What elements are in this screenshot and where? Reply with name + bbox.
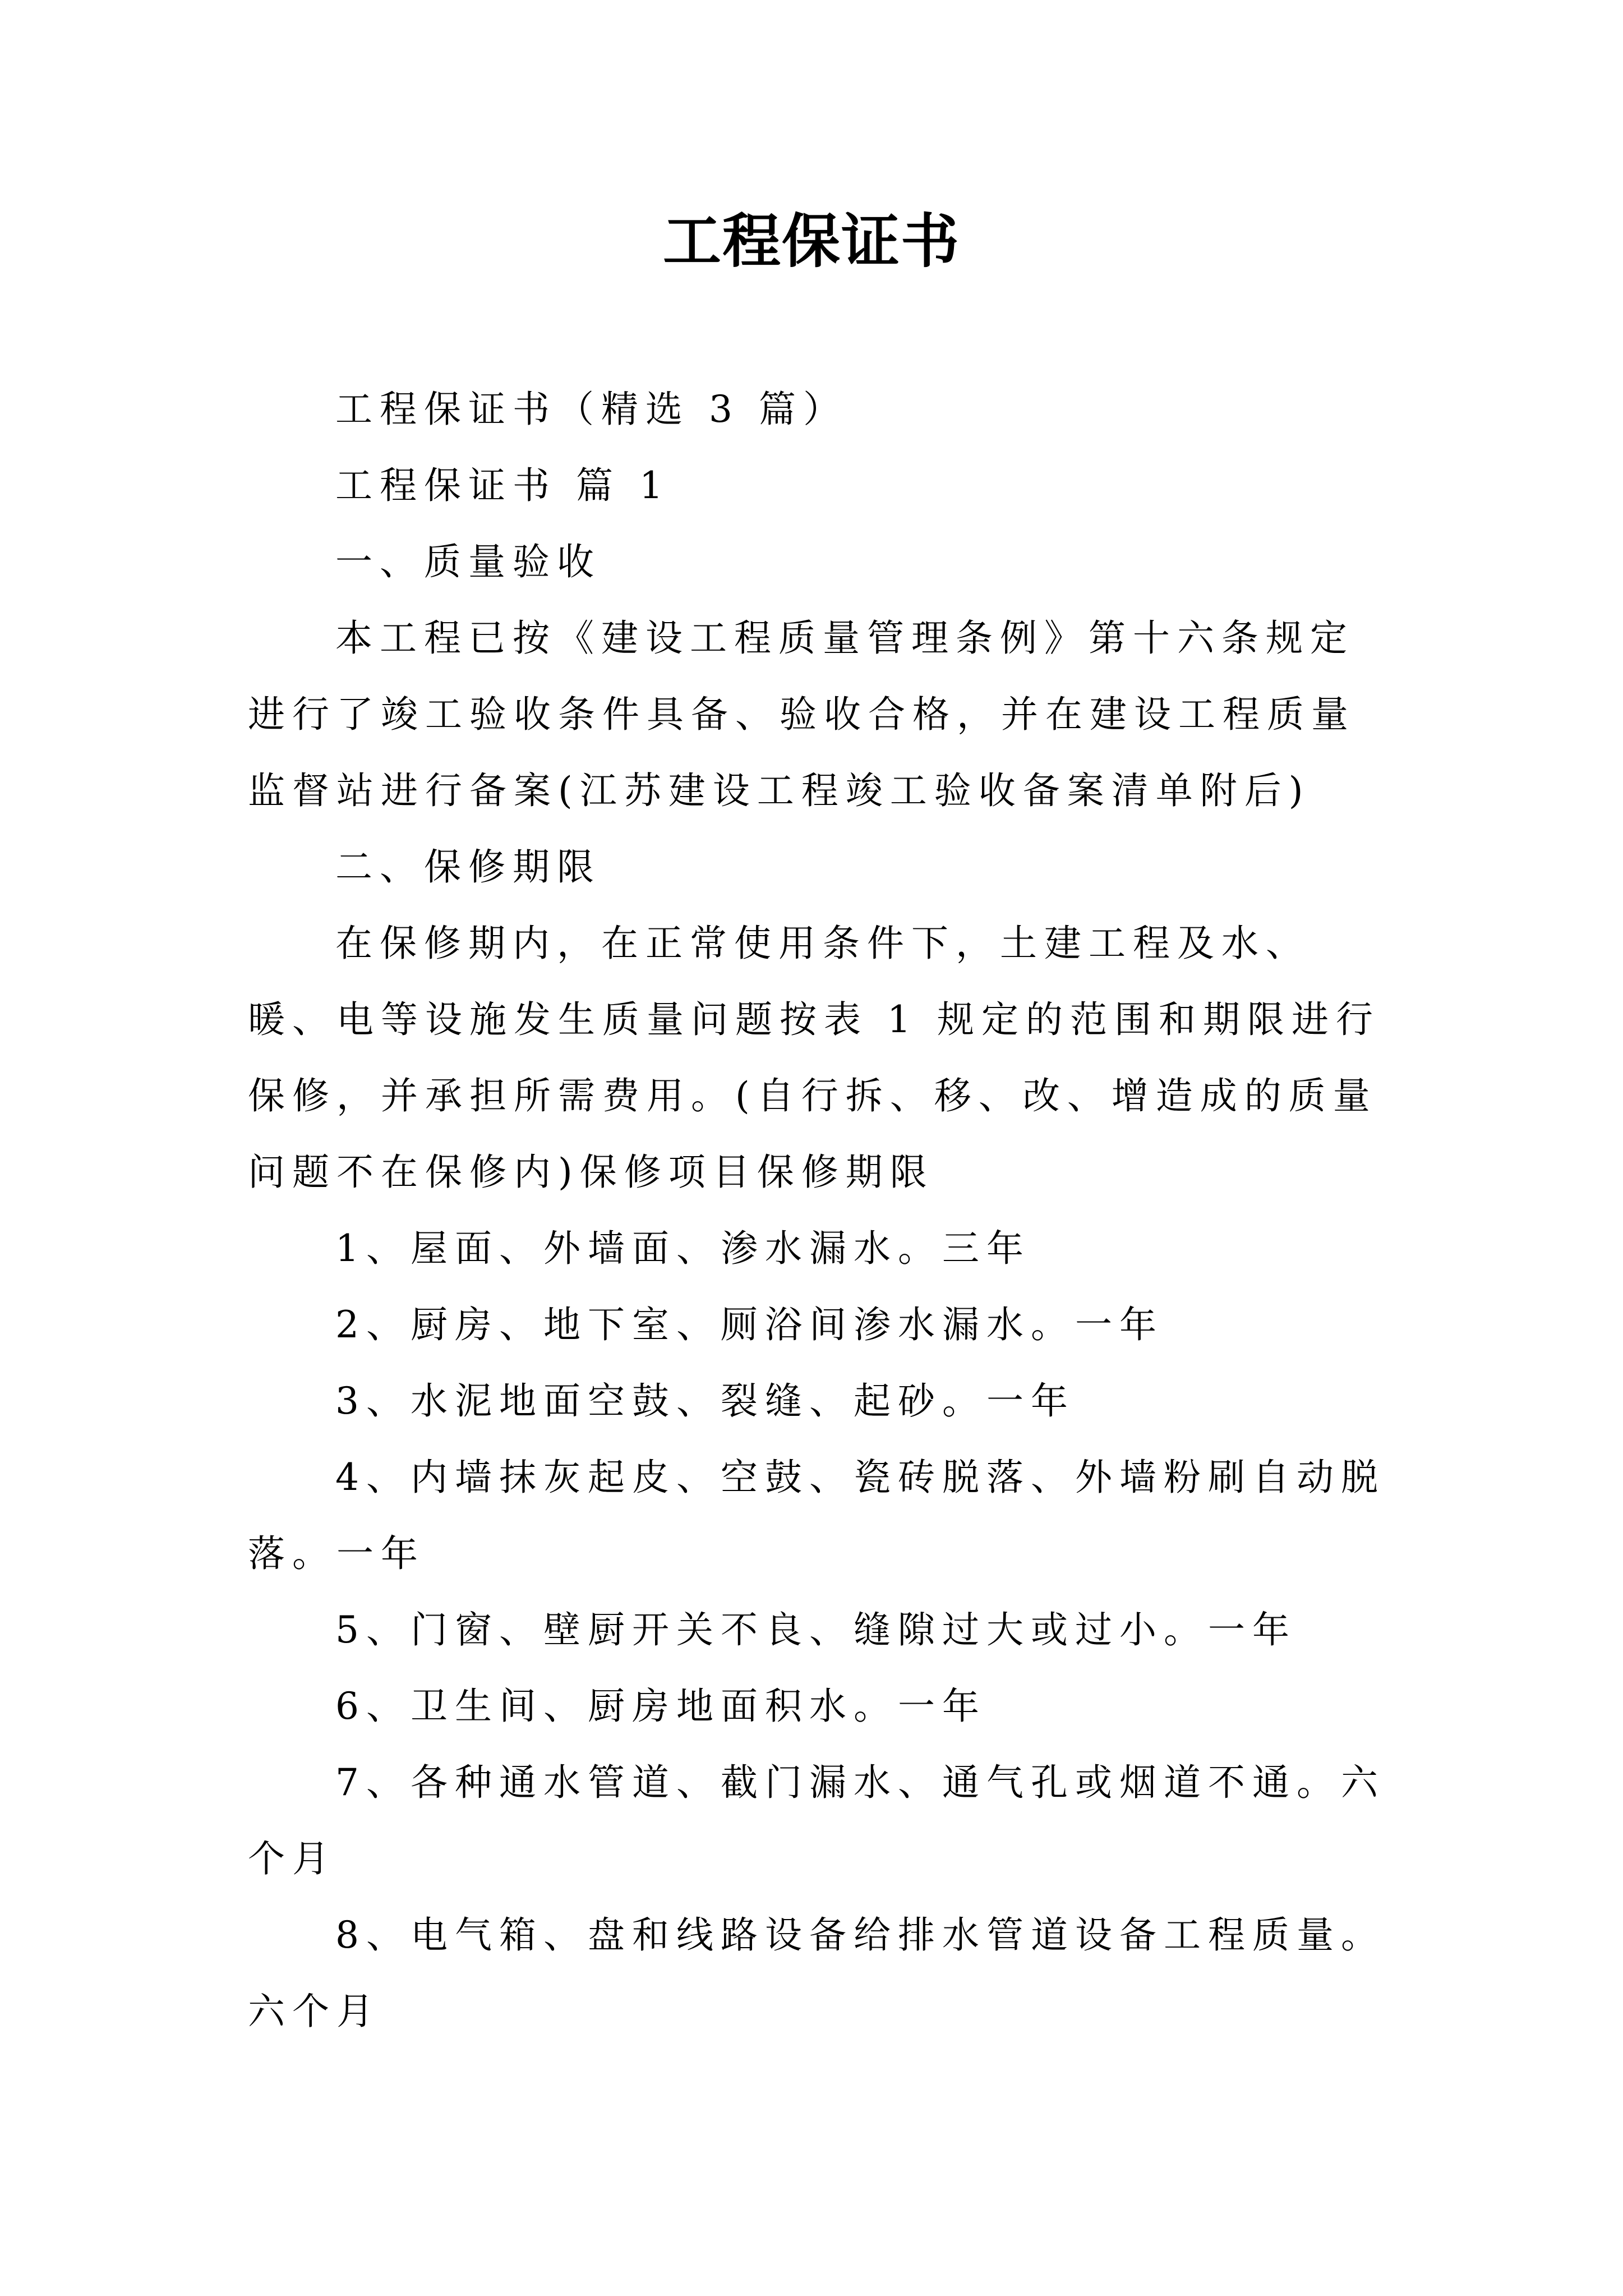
- document-title: 工程保证书: [662, 206, 960, 275]
- subtitle-paragraph: 工程保证书（精选 3 篇）: [335, 388, 847, 431]
- warranty-item-6: 6、卫生间、厨房地面积水。一年: [335, 1685, 986, 1728]
- warranty-item-4: 4、内墙抹灰起皮、空鼓、瓷砖脱落、外墙粉刷自动脱落。一年: [248, 1456, 1385, 1575]
- warranty-item-1: 1、屋面、外墙面、渗水漏水。三年: [335, 1227, 1031, 1270]
- heading-quality-acceptance: 一、质量验收: [335, 540, 601, 583]
- warranty-item-7: 7、各种通水管道、截门漏水、通气孔或烟道不通。六个月: [248, 1761, 1385, 1880]
- section-heading-part1: 工程保证书 篇 1: [335, 464, 670, 507]
- document-body: [248, 371, 1392, 2050]
- paragraph-quality-acceptance: 本工程已按《建设工程质量管理条例》第十六条规定进行了竣工验收条件具备、验收合格，并在建设工程质量监督站进行备案(江苏建设工程竣工验收备案清单附后): [248, 616, 1355, 812]
- paragraph-warranty-period: 在保修期内，在正常使用条件下，土建工程及水、暖、电等设施发生质量问题按表 1 规定的范围和期限进行保修，并承担所需费用。(自行拆、移、改、增造成的质量问题不在保修内)保修项目保修期限: [248, 922, 1380, 1194]
- warranty-item-2: 2、厨房、地下室、厕浴间渗水漏水。一年: [335, 1303, 1164, 1346]
- warranty-item-5: 5、门窗、壁厨开关不良、缝隙过大或过小。一年: [335, 1608, 1297, 1651]
- warranty-item-3: 3、水泥地面空鼓、裂缝、起砂。一年: [335, 1379, 1075, 1423]
- heading-warranty-period: 二、保修期限: [335, 845, 601, 889]
- warranty-item-8: 8、电气箱、盘和线路设备给排水管道设备工程质量。六个月: [248, 1913, 1385, 2033]
